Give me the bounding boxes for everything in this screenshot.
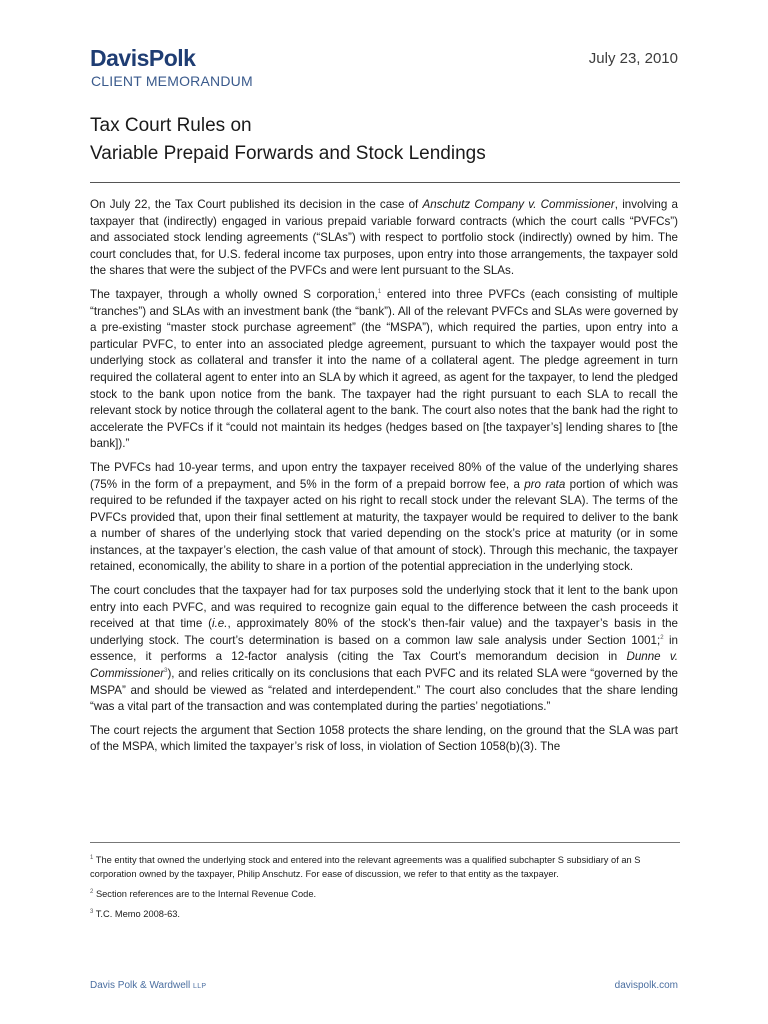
case-name-dunne: Dunne v. Commissioner [90, 650, 679, 681]
p1-text-a: On July 22, the Tax Court published its decision in the case of [90, 198, 423, 211]
footnote-number: 1 [90, 854, 94, 861]
p2-text-b: entered into three PVFCs (each consisting of multiple “tranches”) and SLAs with an investment bank (the “bank”). All of the relevant PVFCs and SLAs were governed by a pre-existing “master stock purchase agreement” (the “MSPA”), which required the parties, upon entry into a particular PVFC, to enter into an associated pledge agreement, pursuant to which the taxpayer would post the underlying stock as collateral and transfer it into the name of a collateral agent. The pledge agreement in turn required the collateral agent to enter into an SLA by which it agreed, as agent for the taxpayer, to lend the pledged stock to the bank upon notice from the bank. The taxpayer had the right pursuant to each SLA to recall the relevant stock by notice through the collateral agent to the bank. The court also notes that the bank had the right to accelerate the PVFCs if it “could not maintain its hedges (hedges based on [the taxpayer’s] lending shares to [the bank]).” [90, 287, 678, 451]
footnote-number: 2 [90, 888, 94, 895]
footnote-number: 3 [90, 908, 94, 915]
client-memorandum-label: CLIENT MEMORANDUM [91, 73, 253, 89]
memo-body [90, 197, 678, 763]
p3-text-b: portion of which was required to be refunded if the taxpayer acted on his right to recall stock under the relevant SLA). The terms of the PVFCs provided that, upon their final settlement at maturity, the taxpayer would be required to deliver to the bank a number of shares of the underlying stock that varied depending on the stock’s price at maturity (or in some instances, at the taxpayer’s election, the cash value of that amount of stock). Through this mechanic, the taxpayer retained, economically, the ability to share in a portion of the potential appreciation in the underlying stock. [90, 477, 678, 574]
footnote-ref-1[interactable]: 1 [377, 289, 382, 296]
footnote-divider [90, 842, 680, 843]
pro-rata-italic: pro rata [524, 477, 566, 491]
firm-suffix: LLP [193, 983, 207, 990]
footnote-ref-2[interactable]: 2 [660, 634, 664, 641]
memo-date: July 23, 2010 [588, 50, 678, 67]
paragraph-2 [90, 287, 678, 453]
paragraph-3 [90, 460, 678, 576]
p2-text-a: The taxpayer, through a wholly owned S corporation, [90, 287, 378, 301]
ie-italic: i.e. [212, 617, 228, 631]
p4-text-b: , approximately 80% of the stock’s then-fair value) and the taxpayer’s basis in the underlying stock. The court’s determination is based on a common law sale analysis under Section 1001; [90, 617, 678, 647]
memo-title [90, 112, 486, 168]
davis-polk-logo: DavisPolk [90, 45, 196, 71]
footnote-text: Section references are to the Internal Revenue Code. [95, 889, 317, 899]
title-line-1: Tax Court Rules on [90, 115, 252, 136]
case-name-anschutz: Anschutz Company v. Commissioner [422, 198, 615, 211]
p4-text-a: The court concludes that the taxpayer had for tax purposes sold the underlying stock that it lent to the bank upon entry into each PVFC, and was required to recognize gain equal to the difference between the cash proceeds it received at that time ( [90, 584, 678, 631]
title-line-2: Variable Prepaid Forwards and Stock Lendings [90, 143, 486, 164]
title-divider [90, 182, 680, 183]
footer-firm-name [90, 980, 206, 991]
p4-text-c: in essence, it performs a 12-factor analysis (citing the Tax Court’s memorandum decision in [90, 633, 678, 664]
footnote-text: T.C. Memo 2008-63. [95, 909, 180, 919]
footnote-3 [90, 907, 678, 921]
footer-website-link[interactable]: davispolk.com [614, 980, 678, 991]
p4-text-d: ), and relies critically on its conclusions that each PVFC and its related SLA were “governed by the MSPA” and should be viewed as “related and interdependent.” The court also concludes that the share lending “was a vital part of the transaction and was contemplated during the parties’ negotiations.” [90, 667, 678, 714]
footnote-ref-3[interactable]: 3 [164, 668, 168, 675]
paragraph-1 [90, 197, 678, 280]
footnote-text: The entity that owned the underlying stock and entered into the relevant agreements was a qualified subchapter S subsidiary of an S corporation owned by the taxpayer, Philip Anschutz. For ease of discussion, we refer to that entity as the taxpayer. [90, 855, 641, 879]
p1-text-b: , involving a taxpayer that (indirectly) engaged in various prepaid variable forward contracts (which the court calls “PVFCs”) and associated stock lending agreements (“SLAs”) with respect to portfolio stock (indirectly) owned by him. The court concludes that, for U.S. federal income tax purposes, upon entry into those arrangements, the taxpayer sold the shares that were the subject of the PVFCs and were lent pursuant to the SLAs. [90, 198, 678, 278]
footnotes [90, 853, 678, 927]
firm-name-text: Davis Polk & Wardwell [90, 980, 191, 991]
paragraph-5: The court rejects the argument that Section 1058 protects the share lending, on the ground that the SLA was part of the MSPA, which limited the taxpayer’s risk of loss, in violation of Section 1058(b)(3). The [90, 723, 678, 754]
footnote-2 [90, 887, 678, 901]
footnote-1 [90, 853, 678, 881]
p3-text-a: The PVFCs had 10-year terms, and upon entry the taxpayer received 80% of the value of the underlying shares (75% in the form of a prepayment, and 5% in the form of a prepaid borrow fee, a [90, 460, 678, 491]
paragraph-4 [90, 583, 678, 716]
